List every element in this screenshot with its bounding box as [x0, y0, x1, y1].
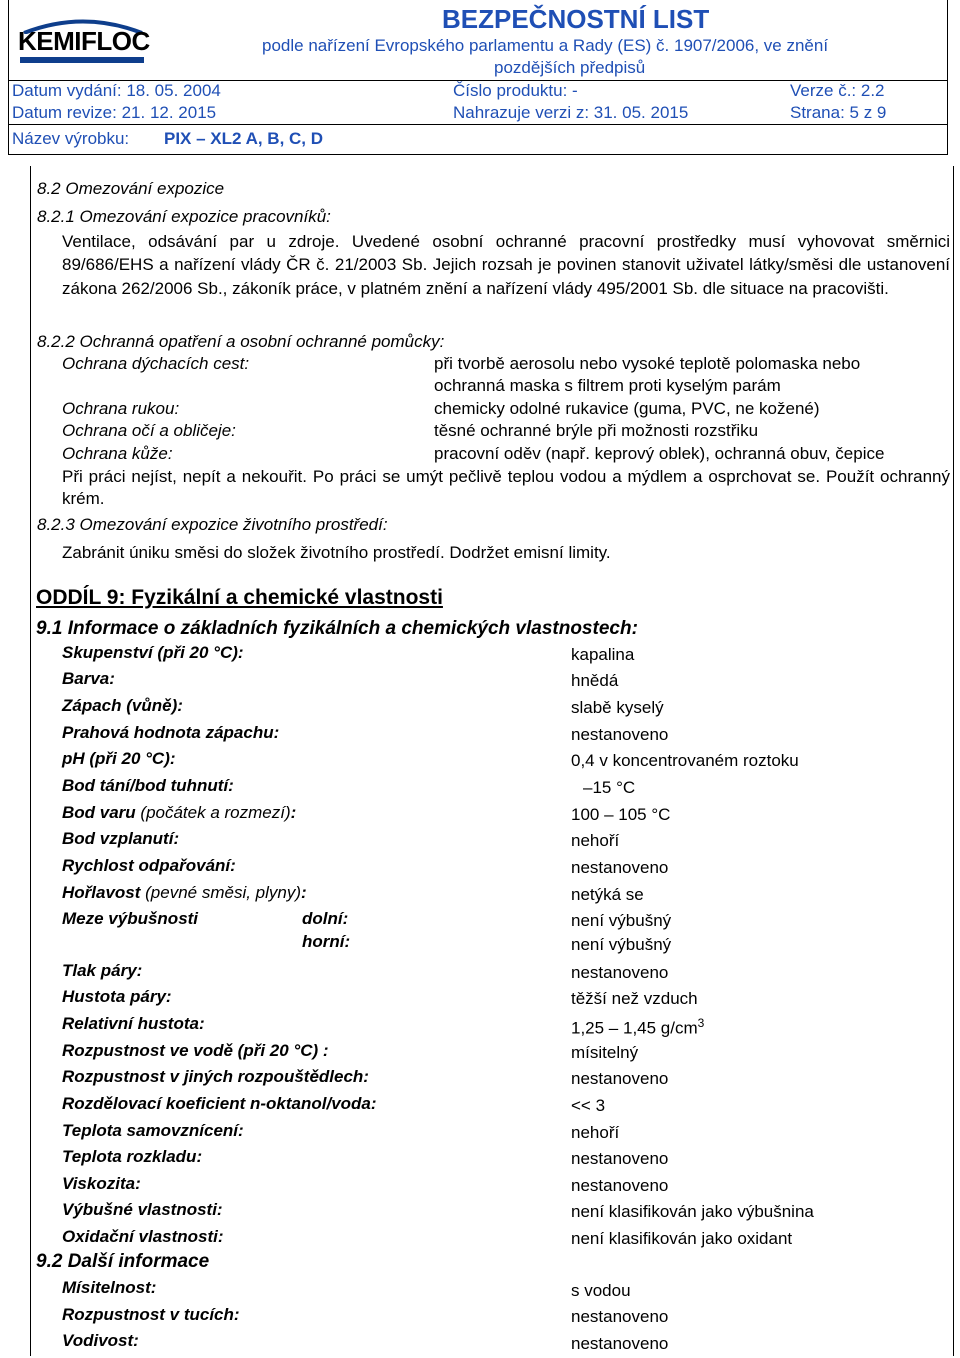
- protection-label: Ochrana očí a obličeje:: [62, 421, 236, 440]
- section-8-2-2-title: 8.2.2 Ochranná opatření a osobní ochranné pomůcky:: [37, 332, 445, 351]
- protection-value: při tvorbě aerosolu nebo vysoké teplotě polomaska nebo: [434, 354, 861, 373]
- property-value: nestanoveno: [571, 1334, 669, 1353]
- property-label: Prahová hodnota zápachu:: [62, 723, 280, 742]
- product-number: Číslo produktu: -: [453, 81, 578, 100]
- property-value: 100 – 105 °C: [571, 805, 671, 824]
- replaces-version: Nahrazuje verzi z: 31. 05. 2015: [453, 103, 689, 122]
- property-value: slabě kyselý: [571, 698, 664, 717]
- property-value: nestanoveno: [571, 963, 669, 982]
- property-label: Oxidační vlastnosti:: [62, 1227, 224, 1246]
- property-value: netýká se: [571, 885, 644, 904]
- hygiene-text: Při práci nejíst, nepít a nekouřit. Po práci se umýt pečlivě teplou vodou a mýdlem a osprchovat se. Použít ochranný krém.: [62, 467, 950, 508]
- property-value: nestanoveno: [571, 1307, 669, 1326]
- explosive-upper-value: není výbušný: [571, 935, 672, 954]
- document-subtitle: podle nařízení Evropského parlamentu a Rady (ES) č. 1907/2006, ve znění: [262, 36, 829, 55]
- property-label: Skupenství (při 20 °C):: [62, 643, 244, 662]
- property-label-colon: :: [301, 883, 307, 902]
- property-label: Vodivost:: [62, 1331, 139, 1350]
- property-label: Rychlost odpařování:: [62, 856, 236, 875]
- property-value: nestanoveno: [571, 1176, 669, 1195]
- explosive-limits-label: Meze výbušnosti: [62, 909, 199, 928]
- product-name: PIX – XL2 A, B, C, D: [164, 129, 324, 148]
- section-8-2-title: 8.2 Omezování expozice: [37, 179, 225, 198]
- property-label: [62, 883, 307, 903]
- section-9-title: ODDÍL 9: Fyzikální a chemické vlastnosti: [36, 586, 443, 609]
- property-label: Tlak páry:: [62, 961, 143, 980]
- version: Verze č.: 2.2: [790, 81, 885, 100]
- property-label-main: Bod varu: [62, 803, 136, 822]
- explosive-lower-value: není výbušný: [571, 911, 672, 930]
- section-8-2-1-title: 8.2.1 Omezování expozice pracovníků:: [37, 207, 331, 226]
- explosive-lower-label: dolní:: [302, 909, 349, 928]
- property-label: Výbušné vlastnosti:: [62, 1200, 223, 1219]
- property-label: Mísitelnost:: [62, 1278, 157, 1297]
- property-label-note: (pevné směsi, plyny): [140, 883, 302, 902]
- property-value: nestanoveno: [571, 1149, 669, 1168]
- protection-value: ochranná maska s filtrem proti kyselým parám: [434, 376, 781, 395]
- property-value: << 3: [571, 1096, 606, 1115]
- company-logo: [18, 20, 148, 72]
- property-value: –15 °C: [583, 778, 636, 797]
- document-subtitle-cont: pozdějších předpisů: [494, 58, 646, 77]
- company-name: KEMIFLOC: [18, 26, 150, 56]
- property-value: s vodou: [571, 1281, 631, 1300]
- property-label: Viskozita:: [62, 1174, 141, 1193]
- property-label-main: Hořlavost: [62, 883, 141, 902]
- property-value: kapalina: [571, 645, 635, 664]
- revision-date: Datum revize: 21. 12. 2015: [12, 103, 217, 122]
- section-9-2-title: 9.2 Další informace: [36, 1251, 210, 1272]
- protection-label: Ochrana rukou:: [62, 399, 180, 418]
- density-value: 1,25 – 1,45 g/cm: [571, 1018, 698, 1038]
- property-label-note: (počátek a rozmezí): [135, 803, 291, 822]
- property-label: Teplota rozkladu:: [62, 1147, 203, 1166]
- protection-value: těsné ochranné brýle při možnosti rozstřiku: [434, 421, 759, 440]
- section-9-1-title: 9.1 Informace o základních fyzikálních a chemických vlastnostech:: [36, 618, 638, 639]
- property-label: Bod vzplanutí:: [62, 829, 180, 848]
- protection-label: Ochrana kůže:: [62, 444, 173, 463]
- density-unit-exponent: 3: [697, 1016, 705, 1030]
- product-label: Název výrobku:: [12, 129, 130, 148]
- property-value: nehoří: [571, 1123, 620, 1142]
- property-value: nestanoveno: [571, 1069, 669, 1088]
- property-label: Rozpustnost ve vodě (při 20 °C) :: [62, 1041, 329, 1060]
- property-label: Relativní hustota:: [62, 1014, 205, 1033]
- property-label: pH (při 20 °C):: [62, 749, 176, 768]
- property-label-colon: :: [290, 803, 297, 822]
- property-value: nestanoveno: [571, 858, 669, 877]
- property-value: hnědá: [571, 671, 619, 690]
- property-label: [62, 803, 296, 823]
- header-divider: [8, 124, 947, 125]
- property-value: není klasifikován jako výbušnina: [571, 1202, 814, 1221]
- section-8-2-1-text: Ventilace, odsávání par u zdroje. Uvedené osobní ochranné pracovní prostředky musí vyhovovat směrnici 89/686/EHS a nařízení vlády ČR č. 21/2003 Sb. Jejich rozsah je povinen stanovit uživatel látky/směsi dle ustanovení zákona 262/2006 Sb., zákoník práce, v platném znění a nařízení vlády 495/2001 Sb. dle situace na pracovišti.: [62, 232, 950, 298]
- protection-value: pracovní oděv (např. keprový oblek), ochranná obuv, čepice: [434, 444, 885, 463]
- property-value: mísitelný: [571, 1043, 639, 1062]
- property-value: [571, 1016, 704, 1039]
- property-label: Bod tání/bod tuhnutí:: [62, 776, 234, 795]
- issue-date: Datum vydání: 18. 05. 2004: [12, 81, 221, 100]
- property-value: těžší než vzduch: [571, 989, 698, 1008]
- property-label: Rozpustnost v jiných rozpouštědlech:: [62, 1067, 369, 1086]
- section-8-2-3-title: 8.2.3 Omezování expozice životního prostředí:: [37, 515, 388, 534]
- property-label: Rozpustnost v tucích:: [62, 1305, 240, 1324]
- page-number: Strana: 5 z 9: [790, 103, 887, 122]
- property-label: Hustota páry:: [62, 987, 172, 1006]
- property-label: Zápach (vůně):: [62, 696, 183, 715]
- document-title: BEZPEČNOSTNÍ LIST: [442, 4, 710, 34]
- property-value: nestanoveno: [571, 725, 669, 744]
- protection-value: chemicky odolné rukavice (guma, PVC, ne kožené): [434, 399, 820, 418]
- logo-underline: [20, 57, 144, 63]
- property-value: není klasifikován jako oxidant: [571, 1229, 793, 1248]
- section-8-2-3-text: Zabránit úniku směsi do složek životního prostředí. Dodržet emisní limity.: [62, 543, 611, 562]
- property-label: Teplota samovznícení:: [62, 1121, 244, 1140]
- property-value: nehoří: [571, 831, 620, 850]
- protection-label: Ochrana dýchacích cest:: [62, 354, 250, 373]
- explosive-upper-label: horní:: [302, 932, 351, 951]
- property-label: Barva:: [62, 669, 115, 688]
- property-value: 0,4 v koncentrovaném roztoku: [571, 751, 799, 770]
- property-label: Rozdělovací koeficient n-oktanol/voda:: [62, 1094, 377, 1113]
